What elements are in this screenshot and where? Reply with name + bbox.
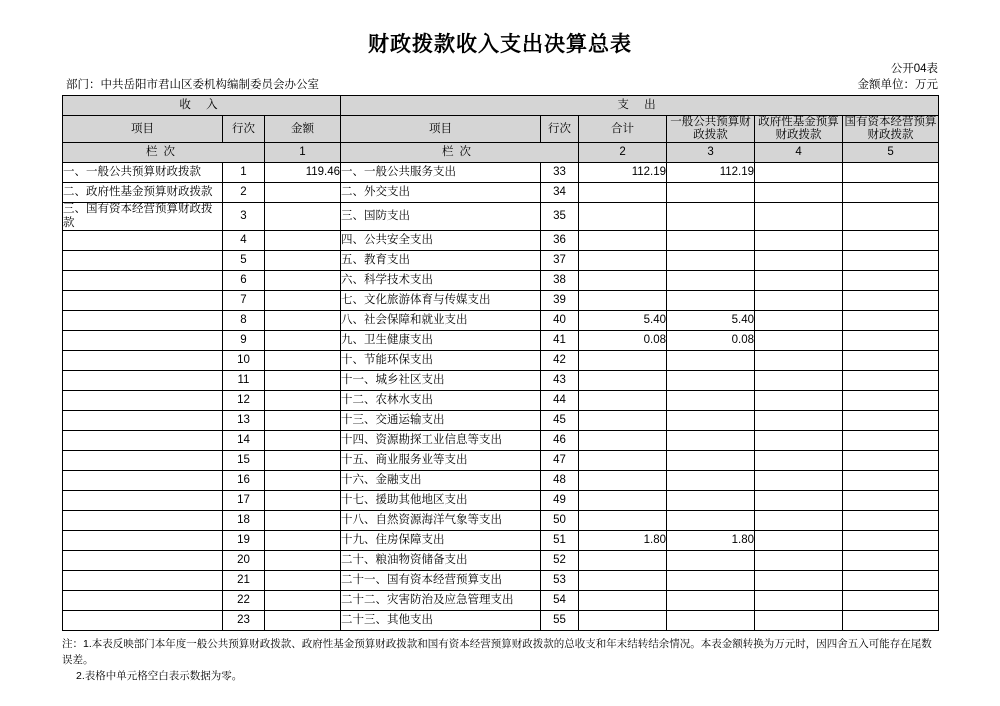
table-row <box>63 203 939 230</box>
income-item-cell <box>63 490 223 510</box>
table-row <box>63 350 939 370</box>
expense-item-cell: 十四、资源勘探工业信息等支出 <box>341 430 541 450</box>
income-amount-cell <box>265 490 341 510</box>
income-amount-cell <box>265 570 341 590</box>
expense-rowno-cell: 48 <box>541 470 579 490</box>
expense-total-cell <box>579 570 667 590</box>
expense-item-cell: 二十、粮油物资储备支出 <box>341 550 541 570</box>
income-item-cell <box>63 290 223 310</box>
table-row <box>63 570 939 590</box>
expense-fund-cell <box>755 290 843 310</box>
page-title: 财政拨款收入支出决算总表 <box>368 32 632 56</box>
expense-capital-cell <box>843 570 939 590</box>
expense-fund-cell <box>755 163 843 183</box>
income-amount-cell <box>265 510 341 530</box>
expense-general-cell <box>667 270 755 290</box>
expense-fund-cell <box>755 570 843 590</box>
expense-capital-header: 国有资本经营预算财政拨款 <box>843 116 939 143</box>
income-amount-cell <box>265 390 341 410</box>
income-item-cell <box>63 250 223 270</box>
expense-total-cell <box>579 203 667 230</box>
expense-rowno-cell: 38 <box>541 270 579 290</box>
income-rowno-cell: 21 <box>223 570 265 590</box>
table-row <box>63 530 939 550</box>
income-item-cell <box>63 590 223 610</box>
expense-total-header: 合计 <box>579 116 667 143</box>
income-rowno-cell: 13 <box>223 410 265 430</box>
income-rowno-cell: 22 <box>223 590 265 610</box>
table-row <box>63 450 939 470</box>
income-amount-cell <box>265 590 341 610</box>
income-amount-cell <box>265 250 341 270</box>
expense-capital-cell <box>843 590 939 610</box>
expense-rowno-cell: 33 <box>541 163 579 183</box>
table-row <box>63 590 939 610</box>
expense-general-header: 一般公共预算财政拨款 <box>667 116 755 143</box>
income-rowno-cell: 16 <box>223 470 265 490</box>
expense-general-cell <box>667 250 755 270</box>
expense-capital-cell <box>843 163 939 183</box>
table-row <box>63 490 939 510</box>
income-group-header: 收 入 <box>63 96 341 116</box>
expense-general-cell <box>667 230 755 250</box>
expense-rowno-cell: 45 <box>541 410 579 430</box>
expense-total-cell: 1.80 <box>579 530 667 550</box>
expense-total-cell <box>579 590 667 610</box>
income-item-cell <box>63 330 223 350</box>
table-body <box>63 163 939 630</box>
expense-fund-cell <box>755 370 843 390</box>
expense-col-3: 3 <box>667 143 755 163</box>
income-rowno-cell: 14 <box>223 430 265 450</box>
expense-general-cell <box>667 183 755 203</box>
income-item-cell <box>63 530 223 550</box>
budget-table <box>62 95 939 631</box>
expense-item-cell: 七、文化旅游体育与传媒支出 <box>341 290 541 310</box>
income-amount-cell <box>265 410 341 430</box>
income-item-cell <box>63 550 223 570</box>
expense-capital-cell <box>843 310 939 330</box>
expense-total-cell <box>579 410 667 430</box>
expense-rowno-cell: 53 <box>541 570 579 590</box>
expense-fund-cell <box>755 390 843 410</box>
income-rowno-cell: 3 <box>223 203 265 230</box>
income-item-cell: 二、政府性基金预算财政拨款 <box>63 183 223 203</box>
expense-rowno-cell: 49 <box>541 490 579 510</box>
income-item-cell: 三、国有资本经营预算财政拨款 <box>63 203 223 230</box>
expense-col-4: 4 <box>755 143 843 163</box>
expense-general-cell <box>667 610 755 630</box>
expense-fund-cell <box>755 510 843 530</box>
expense-capital-cell <box>843 510 939 530</box>
expense-capital-cell <box>843 250 939 270</box>
expense-rowno-cell: 35 <box>541 203 579 230</box>
table-row <box>63 390 939 410</box>
expense-item-cell: 十、节能环保支出 <box>341 350 541 370</box>
income-rowno-cell: 15 <box>223 450 265 470</box>
expense-rowno-cell: 55 <box>541 610 579 630</box>
income-amount-cell <box>265 430 341 450</box>
income-rowno-cell: 20 <box>223 550 265 570</box>
expense-capital-cell <box>843 530 939 550</box>
table-row <box>63 230 939 250</box>
table-row <box>63 470 939 490</box>
expense-fund-cell <box>755 183 843 203</box>
expense-item-cell: 二、外交支出 <box>341 183 541 203</box>
expense-item-cell: 一、一般公共服务支出 <box>341 163 541 183</box>
income-rowno-cell: 4 <box>223 230 265 250</box>
expense-total-cell <box>579 350 667 370</box>
publication-number: 公开04表 <box>890 63 938 75</box>
expense-capital-cell <box>843 330 939 350</box>
table-row <box>63 163 939 183</box>
expense-col-5: 5 <box>843 143 939 163</box>
expense-item-cell: 二十三、其他支出 <box>341 610 541 630</box>
table-column-header-row <box>63 116 939 143</box>
expense-rowno-cell: 40 <box>541 310 579 330</box>
expense-fund-cell <box>755 230 843 250</box>
expense-total-cell <box>579 450 667 470</box>
expense-capital-cell <box>843 490 939 510</box>
income-rowno-cell: 11 <box>223 370 265 390</box>
income-rowno-cell: 18 <box>223 510 265 530</box>
expense-general-cell <box>667 203 755 230</box>
table-row <box>63 550 939 570</box>
expense-rowno-cell: 52 <box>541 550 579 570</box>
table-row <box>63 330 939 350</box>
expense-item-cell: 十一、城乡社区支出 <box>341 370 541 390</box>
expense-rowno-cell: 51 <box>541 530 579 550</box>
table-row <box>63 510 939 530</box>
expense-general-cell: 1.80 <box>667 530 755 550</box>
income-item-cell <box>63 230 223 250</box>
income-rowno-cell: 8 <box>223 310 265 330</box>
expense-rowno-header: 行次 <box>541 116 579 143</box>
expense-rowno-cell: 44 <box>541 390 579 410</box>
income-item-cell <box>63 410 223 430</box>
income-rowno-cell: 2 <box>223 183 265 203</box>
expense-rowno-cell: 47 <box>541 450 579 470</box>
expense-rowno-cell: 43 <box>541 370 579 390</box>
income-item-cell <box>63 310 223 330</box>
expense-rowno-cell: 54 <box>541 590 579 610</box>
expense-rowno-cell: 37 <box>541 250 579 270</box>
expense-general-cell <box>667 410 755 430</box>
expense-rowno-cell: 50 <box>541 510 579 530</box>
income-rowno-cell: 5 <box>223 250 265 270</box>
expense-rowno-cell: 34 <box>541 183 579 203</box>
table-row <box>63 310 939 330</box>
expense-capital-cell <box>843 370 939 390</box>
expense-item-cell: 二十二、灾害防治及应急管理支出 <box>341 590 541 610</box>
expense-fund-cell <box>755 350 843 370</box>
expense-fund-cell <box>755 530 843 550</box>
expense-fund-cell <box>755 470 843 490</box>
income-amount-cell <box>265 330 341 350</box>
table-column-index-row <box>63 143 939 163</box>
expense-total-cell <box>579 270 667 290</box>
income-item-cell <box>63 370 223 390</box>
expense-item-cell: 十六、金融支出 <box>341 470 541 490</box>
expense-fund-cell <box>755 590 843 610</box>
expense-fund-cell <box>755 310 843 330</box>
income-item-cell <box>63 570 223 590</box>
income-amount-cell <box>265 450 341 470</box>
expense-rowno-cell: 36 <box>541 230 579 250</box>
table-row <box>63 430 939 450</box>
note-line-1: 注：1.本表反映部门本年度一般公共预算财政拨款、政府性基金预算财政拨款和国有资本经营预算财政拨款的总收支和年末结转结余情况。本表金额转换为万元时，因四舍五入可能存在尾数误差。 <box>62 637 932 667</box>
expense-capital-cell <box>843 430 939 450</box>
expense-capital-cell <box>843 290 939 310</box>
expense-fund-cell <box>755 203 843 230</box>
income-item-cell <box>63 450 223 470</box>
income-amount-cell <box>265 310 341 330</box>
income-item-cell <box>63 270 223 290</box>
expense-total-cell <box>579 290 667 310</box>
expense-fund-cell <box>755 450 843 470</box>
expense-rowno-cell: 39 <box>541 290 579 310</box>
expense-general-cell <box>667 570 755 590</box>
meta-row <box>62 76 938 92</box>
expense-item-cell: 十五、商业服务业等支出 <box>341 450 541 470</box>
expense-total-cell <box>579 370 667 390</box>
expense-general-cell <box>667 470 755 490</box>
expense-col-label: 栏次 <box>341 143 579 163</box>
expense-total-cell <box>579 390 667 410</box>
expense-total-cell <box>579 250 667 270</box>
expense-capital-cell <box>843 450 939 470</box>
income-rowno-header: 行次 <box>223 116 265 143</box>
table-row <box>63 270 939 290</box>
expense-item-cell: 三、国防支出 <box>341 203 541 230</box>
expense-capital-cell <box>843 350 939 370</box>
expense-capital-cell <box>843 470 939 490</box>
expense-total-cell <box>579 430 667 450</box>
note-line-2: 2.表格中单元格空白表示数据为零。 <box>76 670 243 683</box>
income-amount-cell <box>265 230 341 250</box>
income-rowno-cell: 19 <box>223 530 265 550</box>
income-amount-cell <box>265 530 341 550</box>
income-item-cell: 一、一般公共预算财政拨款 <box>63 163 223 183</box>
income-item-header: 项目 <box>63 116 223 143</box>
expense-fund-cell <box>755 550 843 570</box>
expense-fund-cell <box>755 410 843 430</box>
expense-capital-cell <box>843 390 939 410</box>
income-amount-cell <box>265 270 341 290</box>
expense-general-cell <box>667 430 755 450</box>
expense-general-cell <box>667 350 755 370</box>
income-rowno-cell: 10 <box>223 350 265 370</box>
expense-total-cell: 112.19 <box>579 163 667 183</box>
table-group-header-row <box>63 96 939 116</box>
income-amount-cell <box>265 610 341 630</box>
expense-general-cell: 5.40 <box>667 310 755 330</box>
expense-group-header: 支 出 <box>341 96 939 116</box>
amount-unit-label: 金额单位：万元 <box>857 79 938 91</box>
income-rowno-cell: 17 <box>223 490 265 510</box>
expense-capital-cell <box>843 230 939 250</box>
income-amount-cell <box>265 470 341 490</box>
income-col-1: 1 <box>265 143 341 163</box>
table-notes <box>62 636 938 685</box>
income-rowno-cell: 6 <box>223 270 265 290</box>
expense-rowno-cell: 42 <box>541 350 579 370</box>
income-rowno-cell: 12 <box>223 390 265 410</box>
expense-capital-cell <box>843 410 939 430</box>
expense-item-cell: 十八、自然资源海洋气象等支出 <box>341 510 541 530</box>
expense-total-cell <box>579 510 667 530</box>
expense-general-cell <box>667 450 755 470</box>
expense-item-cell: 十三、交通运输支出 <box>341 410 541 430</box>
expense-fund-cell <box>755 430 843 450</box>
income-item-cell <box>63 430 223 450</box>
income-amount-cell <box>265 183 341 203</box>
expense-general-cell <box>667 590 755 610</box>
income-amount-cell <box>265 550 341 570</box>
expense-total-cell <box>579 470 667 490</box>
income-item-cell <box>63 510 223 530</box>
expense-col-2: 2 <box>579 143 667 163</box>
income-amount-cell <box>265 370 341 390</box>
expense-total-cell <box>579 183 667 203</box>
expense-rowno-cell: 46 <box>541 430 579 450</box>
income-amount-cell <box>265 290 341 310</box>
income-item-cell <box>63 390 223 410</box>
expense-general-cell: 112.19 <box>667 163 755 183</box>
income-amount-cell <box>265 350 341 370</box>
expense-general-cell <box>667 290 755 310</box>
expense-item-cell: 十七、援助其他地区支出 <box>341 490 541 510</box>
expense-item-cell: 八、社会保障和就业支出 <box>341 310 541 330</box>
income-item-cell <box>63 610 223 630</box>
income-rowno-cell: 9 <box>223 330 265 350</box>
expense-capital-cell <box>843 203 939 230</box>
expense-total-cell <box>579 230 667 250</box>
income-amount-cell <box>265 203 341 230</box>
income-rowno-cell: 23 <box>223 610 265 630</box>
income-item-cell <box>63 350 223 370</box>
department-label: 部门：中共岳阳市君山区委机构编制委员会办公室 <box>66 79 319 91</box>
table-row <box>63 610 939 630</box>
expense-fund-cell <box>755 330 843 350</box>
expense-item-cell: 十九、住房保障支出 <box>341 530 541 550</box>
expense-item-cell: 二十一、国有资本经营预算支出 <box>341 570 541 590</box>
expense-item-cell: 五、教育支出 <box>341 250 541 270</box>
expense-item-cell: 四、公共安全支出 <box>341 230 541 250</box>
income-col-label: 栏次 <box>63 143 265 163</box>
expense-general-cell <box>667 510 755 530</box>
expense-capital-cell <box>843 550 939 570</box>
expense-general-cell <box>667 550 755 570</box>
table-row <box>63 250 939 270</box>
expense-total-cell <box>579 550 667 570</box>
expense-general-cell <box>667 370 755 390</box>
expense-item-cell: 九、卫生健康支出 <box>341 330 541 350</box>
income-rowno-cell: 1 <box>223 163 265 183</box>
expense-total-cell <box>579 490 667 510</box>
expense-general-cell: 0.08 <box>667 330 755 350</box>
expense-general-cell <box>667 390 755 410</box>
income-amount-header: 金额 <box>265 116 341 143</box>
expense-capital-cell <box>843 610 939 630</box>
table-row <box>63 370 939 390</box>
expense-capital-cell <box>843 270 939 290</box>
expense-item-cell: 六、科学技术支出 <box>341 270 541 290</box>
expense-fund-cell <box>755 270 843 290</box>
income-item-cell <box>63 470 223 490</box>
income-amount-cell: 119.46 <box>265 163 341 183</box>
expense-total-cell <box>579 610 667 630</box>
expense-fund-cell <box>755 490 843 510</box>
expense-fund-cell <box>755 610 843 630</box>
expense-fund-cell <box>755 250 843 270</box>
table-row <box>63 410 939 430</box>
table-row <box>63 183 939 203</box>
expense-fund-header: 政府性基金预算财政拨款 <box>755 116 843 143</box>
income-rowno-cell: 7 <box>223 290 265 310</box>
expense-rowno-cell: 41 <box>541 330 579 350</box>
expense-total-cell: 5.40 <box>579 310 667 330</box>
expense-item-cell: 十二、农林水支出 <box>341 390 541 410</box>
table-row <box>63 290 939 310</box>
expense-item-header: 项目 <box>341 116 541 143</box>
expense-general-cell <box>667 490 755 510</box>
expense-capital-cell <box>843 183 939 203</box>
expense-total-cell: 0.08 <box>579 330 667 350</box>
